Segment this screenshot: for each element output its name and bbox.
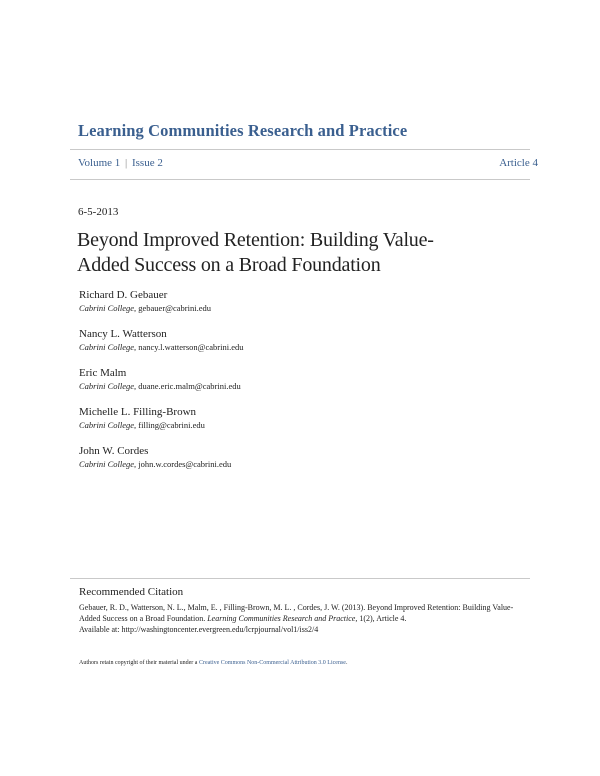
author-affiliation [79, 380, 519, 392]
author-email: , john.w.cordes@cabrini.edu [134, 459, 232, 469]
license-end: . [345, 660, 348, 666]
author-affiliation [79, 458, 519, 470]
author-entry [79, 366, 519, 405]
author-college: Cabrini College [79, 459, 135, 469]
author-entry [79, 444, 519, 483]
author-college: Cabrini College [79, 381, 135, 391]
author-name: Richard D. Gebauer [79, 289, 168, 301]
volume-link[interactable]: Volume 1 [78, 157, 121, 169]
author-entry [79, 405, 519, 444]
recommended-citation-text [79, 602, 529, 635]
author-list [79, 288, 519, 483]
citation-journal-name: Learning Communities Research and Practice [207, 614, 356, 623]
license-notice [79, 660, 347, 666]
author-college: Cabrini College [79, 342, 135, 352]
author-email: , nancy.l.watterson@cabrini.edu [134, 342, 244, 352]
volume-issue-links [78, 157, 163, 169]
issue-link[interactable]: Issue 2 [131, 157, 163, 169]
paper-title-line-1: Beyond Improved Retention: Building Value- [77, 229, 434, 251]
author-college: Cabrini College [79, 420, 135, 430]
author-email: , filling@cabrini.edu [134, 420, 205, 430]
divider-top [70, 149, 530, 150]
license-link[interactable]: Creative Commons Non-Commercial Attribution 3.0 License [198, 660, 346, 666]
journal-title-link[interactable]: Learning Communities Research and Practice [78, 121, 408, 140]
article-link[interactable]: Article 4 [499, 157, 538, 169]
volume-issue-separator: | [125, 157, 128, 169]
paper-title [77, 228, 527, 278]
license-text: Authors retain copyright of their material under a [79, 660, 199, 666]
divider-middle [70, 179, 530, 180]
volume-issue-row [78, 157, 538, 173]
author-affiliation [79, 419, 519, 431]
author-name: John W. Cordes [79, 445, 149, 457]
author-name: Eric Malm [79, 367, 127, 379]
citation-line-1: Gebauer, R. D., Watterson, N. L., Malm, E. , Filling-Brown, M. L. , Cordes, J. W. (2013). Beyond Improved Retention: Building Value- [79, 603, 514, 612]
author-entry [79, 327, 519, 366]
recommended-citation-heading: Recommended Citation [79, 586, 184, 598]
citation-url[interactable]: Available at: http://washingtoncenter.evergreen.edu/lcrpjournal/vol1/iss2/4 [79, 625, 319, 634]
author-name: Nancy L. Watterson [79, 328, 167, 340]
author-name: Michelle L. Filling-Brown [79, 406, 197, 418]
author-affiliation [79, 302, 519, 314]
publication-date: 6-5-2013 [78, 206, 119, 218]
author-entry [79, 288, 519, 327]
paper-title-line-2: Added Success on a Broad Foundation [77, 254, 381, 276]
author-affiliation [79, 341, 519, 353]
divider-citation [70, 578, 530, 579]
author-email: , duane.eric.malm@cabrini.edu [134, 381, 241, 391]
author-college: Cabrini College [79, 303, 135, 313]
author-email: , gebauer@cabrini.edu [134, 303, 211, 313]
citation-volume-part: , 1(2), Article 4. [355, 614, 407, 623]
citation-line-2 [79, 613, 529, 624]
citation-title-part: Added Success on a Broad Foundation. [79, 614, 208, 623]
